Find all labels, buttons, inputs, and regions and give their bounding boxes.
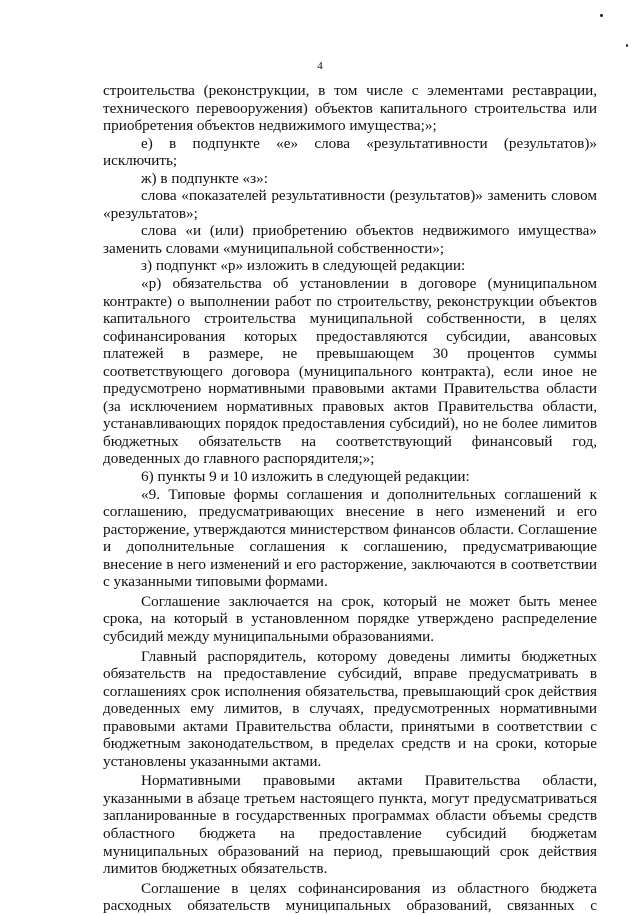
paragraph: строительства (реконструкции, в том числе с элементами реставрации, технического перевооружения) объектов капитального строительства или приобретения объектов недвижимого имущества;»;	[103, 82, 597, 135]
paragraph: Соглашение в целях софинансирования из областного бюджета расходных обязательств муниципальных образований, связанных с	[103, 879, 597, 915]
scan-mark-dot	[626, 44, 628, 47]
paragraph: е) в подпункте «е» слова «результативности (результатов)» исключить;	[103, 134, 597, 170]
paragraph: ж) в подпункте «з»:	[141, 169, 268, 187]
paragraph: Нормативными правовыми актами Правительства области, указанными в абзаце третьем настоящего пункта, могут предусматриваться запланированные в государственных программах области объемы средств областного бюджета на предоставление субсидий бюджетам муниципальных образований на период, превышающий срок действия лимитов бюджетных обязательств.	[103, 772, 597, 878]
scan-mark-dot	[600, 14, 603, 17]
paragraph: «9. Типовые формы соглашения и дополнительных соглашений к соглашению, предусматривающих внесение в него изменений и его расторжение, утверждаются министерством финансов области. Соглашение и дополнительные соглашения к соглашению, предусматривающие внесение в него изменений и его расторжение, заключаются в соответствии с указанными типовыми формами.	[103, 485, 597, 591]
document-body	[103, 82, 597, 915]
paragraph: слова «показателей результативности (результатов)» заменить словом «результатов»;	[103, 187, 597, 222]
paragraph: Соглашение заключается на срок, который не может быть менее срока, на который в установленном порядке утверждено распределение субсидий между муниципальными образованиями.	[103, 592, 597, 645]
paragraph: слова «и (или) приобретению объектов недвижимого имущества» заменить словами «муниципальной собственности»;	[103, 222, 597, 257]
page-number: 4	[317, 60, 323, 72]
paragraph: з) подпункт «р» изложить в следующей редакции:	[141, 257, 466, 275]
paragraph: «р) обязательства об установлении в договоре (муниципальном контракте) о выполнении работ по строительству, реконструкции объектов капитального строительства муниципальной собственности, в целях софинансирования которых предоставляются субсидии, авансовых платежей в размере, не превышающем 30 процентов суммы соответствующего договора (муниципального контракта), если иное не предусмотрено нормативными правовыми актами Правительства области (за исключением нормативных правовых актов Правительства области, устанавливающих порядок предоставления субсидий), но не более лимитов бюджетных обязательств на соответствующий финансовый год, доведенных до главного распорядителя;»;	[103, 275, 597, 468]
paragraph: 6) пункты 9 и 10 изложить в следующей редакции:	[141, 468, 470, 486]
paragraph: Главный распорядитель, которому доведены лимиты бюджетных обязательств на предоставление субсидий, вправе предусматривать в соглашениях срок исполнения обязательства, превышающий срок действия доведенных ему лимитов, в случаях, предусмотренных нормативными правовыми актами Правительства области, принятыми в соответствии с бюджетным законодательством, в пределах средств и на сроки, которые установлены указанными актами.	[103, 647, 597, 770]
